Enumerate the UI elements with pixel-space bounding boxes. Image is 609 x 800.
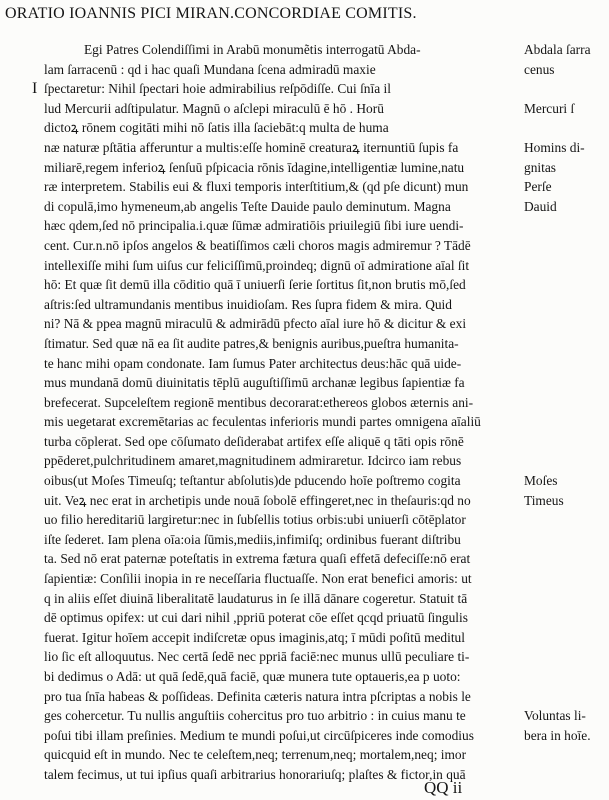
marginal-note-line: Timeus [524,492,564,508]
marginal-note-abdala [524,40,608,79]
text-line-25: uo filio hereditariū largiretur:nec in ſubſellis totius orbis:ubi uniuerſi cōtēplator [44,512,466,528]
text-line-6: næ naturæ pſtātia afferuntur a multis:eſſe hominē creaturaꝝ iternuntiū ſupis fa [44,139,459,155]
text-line-24: uit. Veꝝ nec erat in archetipis unde nouā ſobolē effingeret,nec in theſauris:qd no [44,492,471,508]
marginal-note-line: Voluntas li- [524,708,586,724]
marginal-note-hominis-dignitas [524,138,608,177]
text-line-30: dē optimus opifex: ut cui dari nihil ,ppriū poterat cōe eſſet qcqd priuatū ſingulis [44,610,468,626]
text-line-2: lam ſarracenū : qd i hac quaſi Mundana ſcena admiradū maxie [44,61,376,77]
text-line-13: hō: Et quæ ſit demū illa cōditio quā ī uniuerſi ſerie ſortitus ſit,non brutis mō,ſed [44,277,466,293]
text-line-22: ppēderet,pulchritudinem amaret,magnitudinem admiraretur. Idcirco iam rebus [44,453,462,469]
marginal-note-moses-timeus [524,471,608,510]
text-line-23: oibus(ut Moſes Timeuſq; teſtantur abſolutis)de pducendo hoīe poſtremo cogita [44,473,461,489]
text-line-5: dictoꝝ rōnem cogitāti mihi nō ſatis illa ſaciebāt:q multa de huma [44,120,389,136]
marginal-note-perse-david [524,177,608,216]
marginal-note-line: Mercuri ſ [524,100,575,116]
text-line-28: ſapientiæ: Conſilii inopia in re neceſſaria fluctuaſſe. Non erat benefici amoris: ut [44,571,472,587]
text-line-20: mis uegetarat excremētarias ac feculentas inferioris mundi partes omnigena aīaliū [44,414,481,430]
text-line-34: pro tua ſnīa habeas & poſſideas. Definita cæteris natura intra pſcriptas a nobis le [44,688,471,704]
text-line-26: iſte ſederet. Iam plena oīa:oia ſūmis,mediis,infimiſq; ordinibus fuerant diſtribu [44,531,461,547]
body-text [44,40,519,785]
text-line-3: ſpectaretur: Nihil ſpectari hoie admirabilius reſpōdiſſe. Cui ſnīa il [44,81,391,97]
marginal-note-voluntas-libera [524,706,608,745]
marginal-note-line: cenus [524,61,555,77]
marginal-note-line: gnitas [524,159,556,175]
marginal-note-line: Abdala ſarra [524,42,591,57]
text-line-16: ſtimatur. Sed quæ nā ea ſit audite patres,& benignis auribus,pueſtra humanita- [44,335,459,351]
text-line-7: miliarē,regem inferioꝝ ſenſuū pſpicacia rōnis īdagine,intelligentiæ lumine,natu [44,159,465,175]
text-line-36: poſui tibi illam preſinies. Medium te mundi poſui,ut circūſpiceres inde comodius [44,727,474,743]
section-number: I [32,80,38,97]
text-line-15: ni? Nā & ppea magnū miraculū & admirādū pfecto aīal iure hō & dicitur & exi [44,316,467,332]
text-line-33: bi dedimus o Adā: ut quā ſedē,quā faciē, quæ munera tute optaueris,ea p uoto: [44,669,461,684]
text-line-32: lio ſic eſt alloquutus. Nec certā ſedē nec ppriā faciē:nec munus ullū peculiare ti- [44,649,470,665]
signature-mark: QQ ii [424,778,463,797]
text-line-27: ta. Sed nō erat paternæ poteſtatis in extrema fætura quaſi effetā defeciſſe:nō erat [44,551,471,567]
text-line-10: hæc qdem,ſed nō principalia.i.quæ ſūmæ admiratiōis priuilegiū ſibi iure uendi- [44,218,464,234]
text-line-12: intellexiſſe mihi ſum uiſus cur feliciſſimū,proindeq; dignū oī admiratione aīal ſit [44,257,470,273]
text-line-31: fuerat. Igitur hoīem accepit indiſcretæ opus imaginis,atq; ī mūdi poſitū meditul [44,629,465,645]
marginal-note-line: Moſes [524,473,558,489]
text-line-21: turba cōplerat. Sed ope cōſumato deſiderabat artifex eſſe aliquē q tāti opis rōnē [44,433,464,449]
text-line-35: ges cohercetur. Tu nullis anguſtiis cohercitus pro tuo arbitrio : in cuius manu te [44,708,466,724]
text-line-8: ræ interpretem. Stabilis eui & fluxi temporis interſtitium,& (qd pſe dicunt) mun [44,179,469,195]
marginal-note-line: Dauid [524,198,557,214]
marginal-note-line: Homins di- [524,140,585,155]
running-head: ORATIO IOANNIS PICI MIRAN.CONCORDIAE COMITIS. [5,5,417,22]
text-line-38: talem fecimus, ut tui ipſius quaſi arbitrarius honorariuſq; plaſtes & fictor,in quā [44,766,466,782]
text-line-4: lud Mercurii adſtipulatur. Magnū o aſclepi miraculū ē hō . Horū [44,100,384,116]
marginal-note-line: bera in hoīe. [524,727,591,743]
text-line-17: te hanc mihi opam condonate. Iam ſumus Pater architectus deus:hāc quā uide- [44,355,462,371]
text-line-37: quicquid eſt in mundo. Nec te celeſtem,neq; terrenum,neq; mortalem,neq; imor [44,747,467,763]
text-line-1: Egi Patres Colendiſſimi in Arabū monumẽtis interrogatū Abda- [84,42,421,57]
text-line-14: aſtris:ſed ultramundanis mentibus inuidioſam. Res ſupra fidem & mira. Quid [44,296,452,312]
marginal-note-mercurius [524,99,608,119]
text-line-18: mus mundanā domū diuinitatis tēplū auguſtiſſimū archanæ legibus ſapientiæ fa [44,375,465,391]
text-line-29: q in aliis eſſet diuinā liberalitatē laudaturus in ſe illā dānare cogeretur. Statuit tā [44,590,468,606]
text-line-9: di copulā,imo hymeneum,ab angelis Teſte Dauide paulo deminutum. Magna [44,198,451,214]
text-line-11: cent. Cur.n.nō ipſos angelos & beatiſſimos cæli choros magis admiremur ? Tādē [44,237,471,253]
marginal-note-line: Perſe [524,179,552,195]
text-line-19: brefecerat. Supceleſtem regionē mentibus decorarat:ethereos globos æternis ani- [44,394,474,410]
